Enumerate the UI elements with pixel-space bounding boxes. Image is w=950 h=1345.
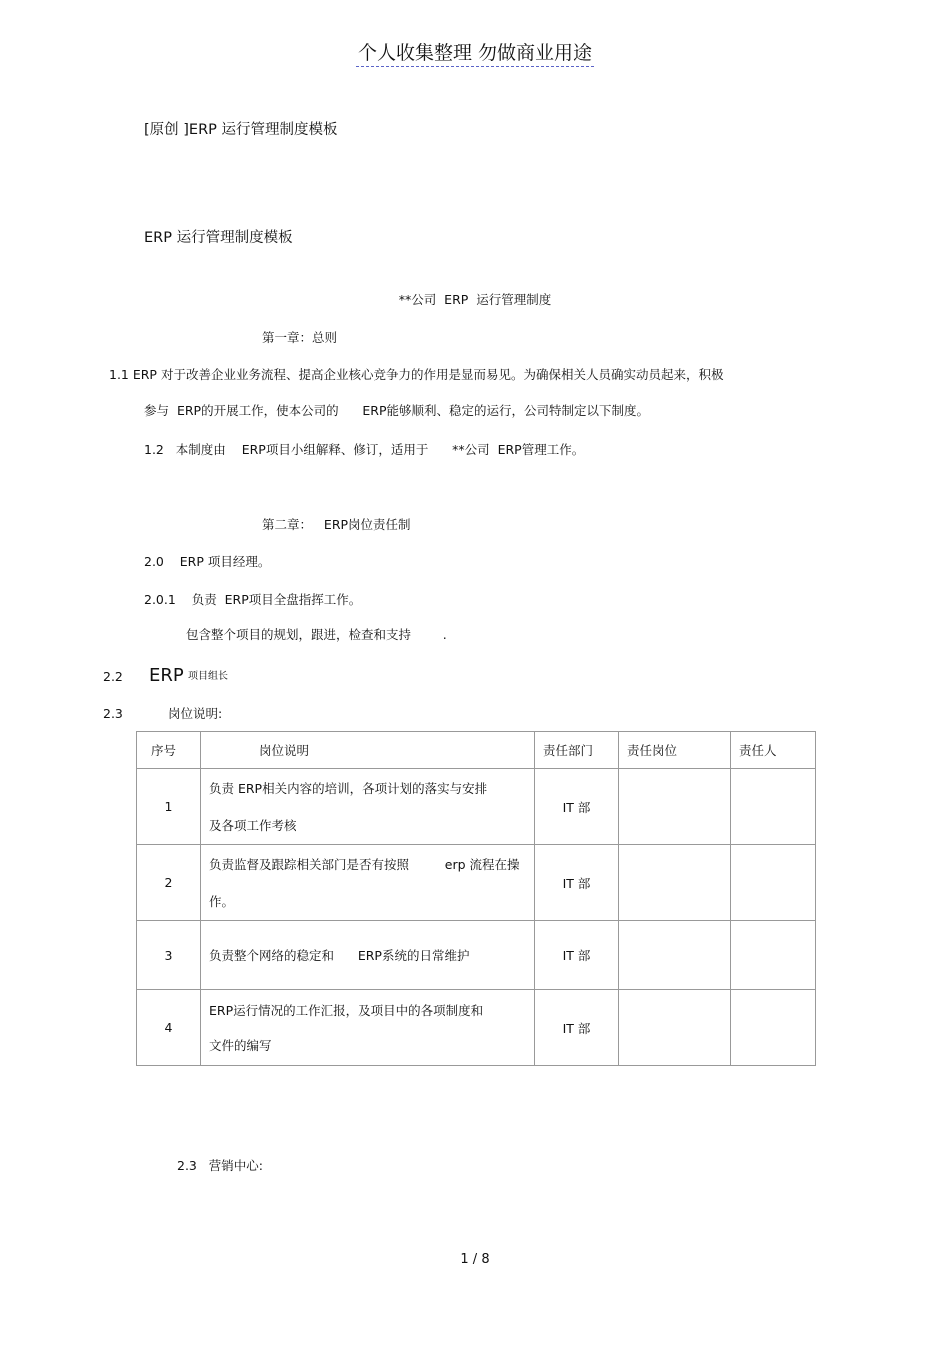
- col-header-dept: 责任部门: [535, 732, 619, 769]
- paragraph-1-2: 1.2 本制度由 ERP项目小组解释、修订，适用于 **公司 ERP管理工作。: [144, 442, 585, 457]
- row-description-line: 作。: [209, 893, 235, 909]
- row-post: [619, 769, 731, 845]
- col-header-post: 责任岗位: [619, 732, 731, 769]
- row-description-line: 负责整个网络的稳定和 ERP系统的日常维护: [209, 948, 470, 963]
- row-number: 2: [137, 845, 201, 921]
- row-post: [619, 990, 731, 1066]
- duty-table: [136, 731, 816, 1066]
- paragraph-2-0-1: 2.0.1 负责 ERP项目全盘指挥工作。: [144, 592, 362, 607]
- row-description: [201, 990, 535, 1066]
- row-department: IT 部: [535, 769, 619, 845]
- paragraph-2-0: 2.0 ERP 项目经理。: [144, 554, 271, 569]
- section-2-3-marketing: 2.3 营销中心:: [177, 1158, 264, 1173]
- row-department: IT 部: [535, 921, 619, 990]
- section-2-2-number: 2.2: [103, 669, 123, 684]
- row-post: [619, 921, 731, 990]
- chapter-2-heading: 第二章： ERP岗位责任制: [262, 517, 411, 532]
- row-department: IT 部: [535, 845, 619, 921]
- table-row: [137, 921, 816, 990]
- row-number: 4: [137, 990, 201, 1066]
- section-2-3-number: 2.3: [103, 706, 123, 721]
- section-2-2-erp: ERP: [149, 665, 184, 686]
- row-description: [201, 921, 535, 990]
- row-description: [201, 845, 535, 921]
- row-description-line: ERP运行情况的工作汇报，及项目中的各项制度和: [209, 1002, 484, 1018]
- paragraph-1-1-line2: 参与 ERP的开展工作，使本公司的 ERP能够顺利、稳定的运行，公司特制定以下制度。: [144, 403, 650, 418]
- original-title: [原创 ]ERP 运行管理制度模板: [144, 122, 338, 138]
- chapter-1-heading: 第一章：总则: [262, 330, 338, 345]
- col-header-person: 责任人: [731, 732, 816, 769]
- row-description-line: 及各项工作考核: [209, 817, 297, 833]
- table-row: [137, 845, 816, 921]
- row-description-line: 文件的编写: [209, 1037, 272, 1053]
- table-row: [137, 769, 816, 845]
- row-person: [731, 769, 816, 845]
- paragraph-2-0-1-detail: 包含整个项目的规划，跟进，检查和支持 .: [186, 627, 447, 642]
- document-title: ERP 运行管理制度模板: [144, 230, 293, 246]
- company-title: **公司 ERP 运行管理制度: [398, 292, 552, 307]
- row-number: 3: [137, 921, 201, 990]
- paragraph-1-1-line1: 1.1 ERP 对于改善企业业务流程、提高企业核心竞争力的作用是显而易见。为确保相关人员确实动员起来，积极: [109, 367, 724, 382]
- row-department: IT 部: [535, 990, 619, 1066]
- row-post: [619, 845, 731, 921]
- page-number: 1 / 8: [460, 1252, 490, 1267]
- row-person: [731, 921, 816, 990]
- table-row: [137, 990, 816, 1066]
- row-description-line: 负责监督及跟踪相关部门是否有按照 erp 流程在操: [209, 856, 520, 872]
- row-description: [201, 769, 535, 845]
- row-person: [731, 845, 816, 921]
- row-person: [731, 990, 816, 1066]
- section-2-2-label: 项目组长: [188, 671, 228, 682]
- table-header-row: [137, 732, 816, 769]
- row-description-line: 负责 ERP相关内容的培训，各项计划的落实与安排: [209, 780, 488, 796]
- row-number: 1: [137, 769, 201, 845]
- header-title-text: 个人收集整理 勿做商业用途: [356, 42, 594, 67]
- col-header-desc: 岗位说明: [201, 732, 535, 769]
- page-header: [0, 40, 950, 66]
- section-2-3-label: 岗位说明:: [168, 706, 223, 721]
- col-header-no: 序号: [137, 732, 201, 769]
